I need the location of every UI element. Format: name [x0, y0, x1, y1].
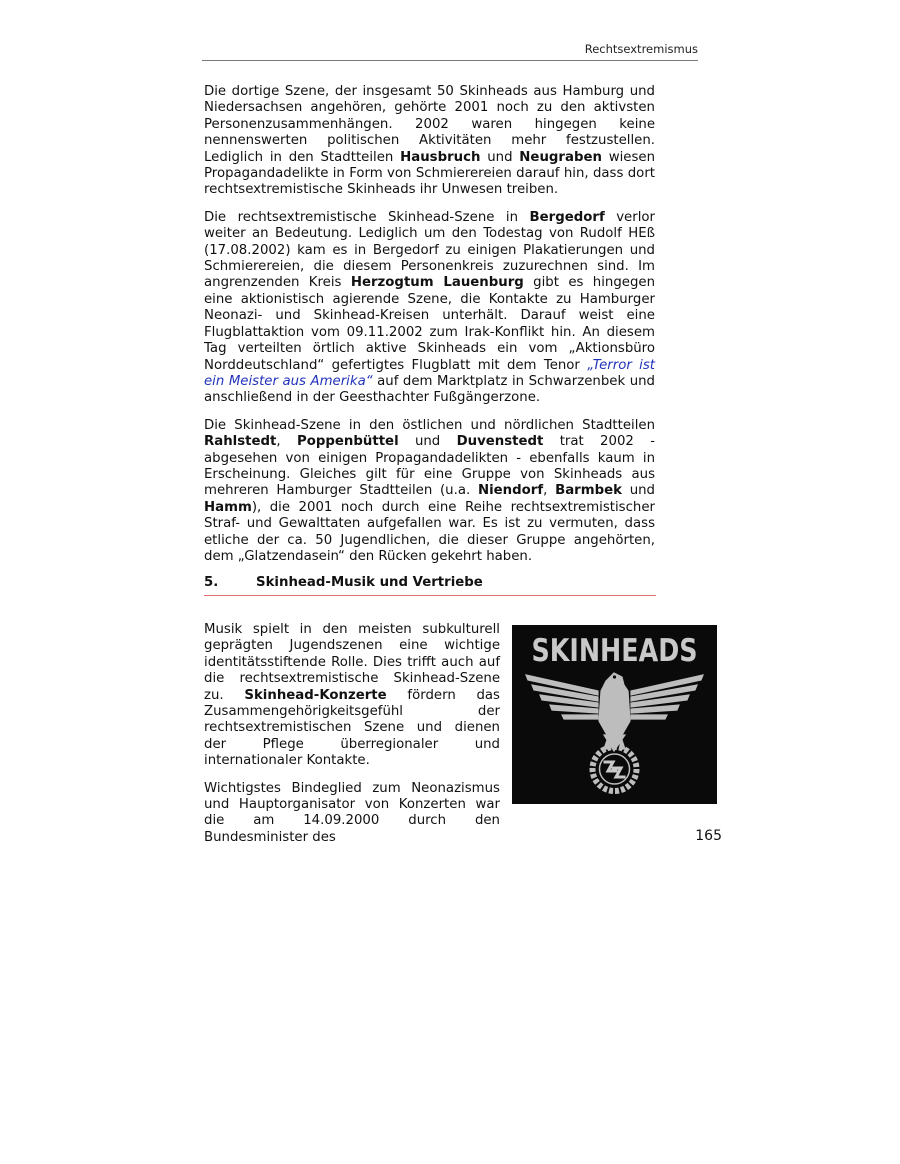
paragraph-2	[204, 210, 655, 407]
logo-text: SKINHEADS	[531, 633, 698, 669]
section-number: 5.	[204, 575, 219, 590]
text-run: und	[480, 149, 520, 165]
text-run: gibt es hingegen eine aktionistisch agierende Szene, die Kontakte zu Hamburger Neonazi- und Skinhead-Kreisen unterhält. Darauf weist eine Flugblattaktion vom 09.11.2002 zum Irak-Konflikt hin. An diesem Tag verteilten örtlich aktive Skinheads ein vom „Aktionsbüro Norddeutschland“ gefertigtes Flugblatt mit dem Tenor	[204, 275, 655, 373]
text-run: und	[621, 483, 655, 499]
paragraph-1	[204, 84, 655, 199]
text-run: wiesen Propagandadelikte in Form von Schmierereien darauf hin, dass dort rechtsextremistische Skinheads ihr Unwesen treiben.	[204, 149, 656, 198]
paragraph-3	[204, 418, 655, 566]
section-title: Skinhead-Musik und Vertriebe	[256, 575, 483, 590]
bold-term: Hamm	[204, 499, 252, 515]
bold-term: Hausbruch	[400, 149, 481, 165]
column-paragraph-1	[204, 622, 500, 770]
text-run: auf dem Marktplatz in Schwarzenbek und anschließend in der Geesthachter Fußgängerzone.	[204, 373, 655, 406]
text-run: Die rechtsextremistische Skinhead-Szene in	[204, 209, 530, 225]
text-run: Musik spielt in den meisten subkulturell geprägten Jugendszenen eine wichtige identitätsstiftende Rolle. Dies trifft auch auf die rechtsextremistische Skinhead-Szene zu.	[204, 622, 500, 703]
text-run: verlor weiter an Bedeutung. Lediglich um den Todestag von Rudolf HEß (17.08.2002) kam es in Bergedorf zu einigen Plakatierungen und Schmierereien, die diesem Personenkreis zuzurechnen sind. Im angrenzenden Kreis	[204, 209, 656, 291]
text-run: ), die 2001 noch durch eine Reihe rechtsextremistischer Straf- und Gewalttaten aufgefallen war. Es ist zu vermuten, dass etliche der ca. 50 Jugendlichen, die dieser Gruppe angehörten, dem „Glatzendasein“ den Rücken gekehrt haben.	[204, 499, 655, 564]
section-heading	[204, 575, 656, 596]
text-run: und	[398, 434, 457, 450]
bold-term: Bergedorf	[529, 209, 605, 225]
text-run: fördern das Zusammengehörigkeitsgefühl der rechtsextremistischen Szene und dienen der Pflege überregionaler und internationaler Kontakte.	[204, 687, 500, 769]
text-run: ,	[276, 434, 297, 450]
text-run: Wichtigstes Bindeglied zum Neonazismus und Hauptorganisator von Konzerten war die am 14.09.2000 durch den Bundesminister des	[204, 780, 500, 845]
eagle-emblem-icon	[512, 625, 717, 804]
bold-term: Duvenstedt	[456, 434, 544, 450]
text-run: Die Skinhead-Szene in den östlichen und nördlichen Stadtteilen	[204, 417, 655, 433]
bold-term: Herzogtum Lauenburg	[350, 275, 524, 291]
bold-term: Niendorf	[477, 483, 544, 499]
text-run: trat 2002 - abgesehen von einigen Propagandadelikten - ebenfalls kaum in Erscheinung. Gleiches gilt für eine Gruppe von Skinheads aus mehreren Hamburger Stadtteilen (u.a.	[204, 434, 655, 499]
bold-term: Barmbek	[555, 483, 622, 499]
bold-term: Skinhead-Konzerte	[244, 687, 387, 703]
quoted-slogan: „Terror ist ein Meister aus Amerika“	[204, 357, 655, 389]
text-run: ,	[543, 483, 556, 499]
column-paragraph-2	[204, 781, 500, 847]
bold-term: Poppenbüttel	[296, 434, 399, 450]
body-text	[204, 84, 655, 576]
skinheads-logo-figure	[512, 625, 717, 804]
text-run: Die dortige Szene, der insgesamt 50 Skinheads aus Hamburg und Niedersachsen angehören, gehörte 2001 noch zu den aktivsten Personenzusammenhängen. 2002 waren hingegen keine nennenswerten politischen Aktivitäten mehr festzustellen. Lediglich in den Stadtteilen	[204, 84, 655, 165]
column-text	[204, 622, 500, 857]
bold-term: Rahlstedt	[204, 434, 277, 450]
running-header: Rechtsextremismus	[202, 42, 698, 61]
page-number: 165	[695, 828, 722, 844]
bold-term: Neugraben	[519, 149, 602, 165]
